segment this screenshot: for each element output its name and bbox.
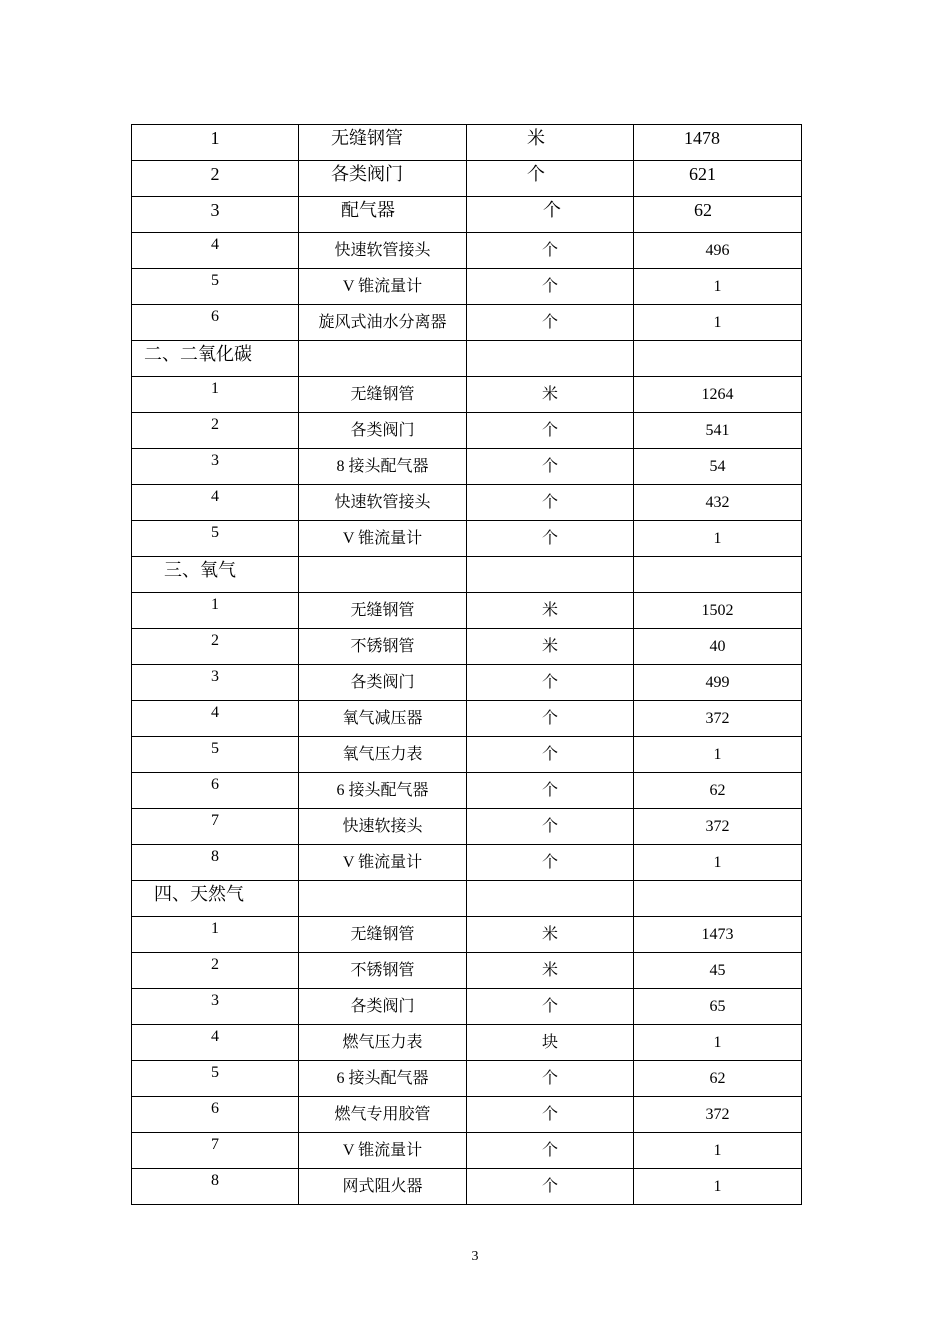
item-number-cell: 4 bbox=[132, 701, 299, 737]
item-quantity-cell: 1 bbox=[634, 845, 802, 881]
item-unit-cell: 个 bbox=[467, 809, 634, 845]
item-number-cell: 4 bbox=[132, 1025, 299, 1061]
section-title: 二、二氧化碳 bbox=[132, 341, 299, 377]
empty-cell bbox=[299, 341, 467, 377]
item-name-cell: 各类阀门 bbox=[299, 989, 467, 1025]
item-unit-cell: 个 bbox=[467, 773, 634, 809]
item-unit-cell: 个 bbox=[467, 161, 634, 197]
item-quantity-cell: 432 bbox=[634, 485, 802, 521]
item-quantity-cell: 1 bbox=[634, 269, 802, 305]
item-unit-cell: 个 bbox=[467, 989, 634, 1025]
item-unit-cell: 个 bbox=[467, 197, 634, 233]
item-unit-cell: 米 bbox=[467, 629, 634, 665]
table-row bbox=[132, 1061, 802, 1097]
item-quantity-cell: 45 bbox=[634, 953, 802, 989]
item-number-cell: 2 bbox=[132, 413, 299, 449]
table-row bbox=[132, 989, 802, 1025]
item-name-cell: 快速软管接头 bbox=[299, 233, 467, 269]
table-row bbox=[132, 413, 802, 449]
item-quantity-cell: 1478 bbox=[634, 125, 802, 161]
table-row bbox=[132, 161, 802, 197]
item-unit-cell: 个 bbox=[467, 665, 634, 701]
item-name-cell: V 锥流量计 bbox=[299, 1133, 467, 1169]
item-number-cell: 2 bbox=[132, 629, 299, 665]
section-title: 四、天然气 bbox=[132, 881, 299, 917]
item-name-cell: 燃气专用胶管 bbox=[299, 1097, 467, 1133]
table-row bbox=[132, 233, 802, 269]
table-row bbox=[132, 521, 802, 557]
item-quantity-cell: 372 bbox=[634, 809, 802, 845]
table-row bbox=[132, 953, 802, 989]
item-quantity-cell: 62 bbox=[634, 1061, 802, 1097]
item-number-cell: 8 bbox=[132, 1169, 299, 1205]
item-quantity-cell: 621 bbox=[634, 161, 802, 197]
item-name-cell: V 锥流量计 bbox=[299, 845, 467, 881]
item-number-cell: 5 bbox=[132, 521, 299, 557]
item-unit-cell: 个 bbox=[467, 1061, 634, 1097]
item-quantity-cell: 1 bbox=[634, 1169, 802, 1205]
item-unit-cell: 个 bbox=[467, 413, 634, 449]
item-quantity-cell: 65 bbox=[634, 989, 802, 1025]
item-quantity-cell: 541 bbox=[634, 413, 802, 449]
item-unit-cell: 米 bbox=[467, 125, 634, 161]
table-row bbox=[132, 305, 802, 341]
item-name-cell: 旋风式油水分离器 bbox=[299, 305, 467, 341]
table-row bbox=[132, 845, 802, 881]
item-quantity-cell: 1 bbox=[634, 1133, 802, 1169]
item-name-cell: 6 接头配气器 bbox=[299, 773, 467, 809]
empty-cell bbox=[299, 557, 467, 593]
item-number-cell: 8 bbox=[132, 845, 299, 881]
item-unit-cell: 个 bbox=[467, 269, 634, 305]
table-row bbox=[132, 485, 802, 521]
empty-cell bbox=[467, 341, 634, 377]
table-row bbox=[132, 593, 802, 629]
item-number-cell: 5 bbox=[132, 269, 299, 305]
item-unit-cell: 米 bbox=[467, 917, 634, 953]
item-name-cell: 快速软管接头 bbox=[299, 485, 467, 521]
item-unit-cell: 个 bbox=[467, 305, 634, 341]
item-number-cell: 2 bbox=[132, 161, 299, 197]
item-quantity-cell: 62 bbox=[634, 197, 802, 233]
item-name-cell: 各类阀门 bbox=[299, 413, 467, 449]
item-unit-cell: 米 bbox=[467, 377, 634, 413]
item-quantity-cell: 1473 bbox=[634, 917, 802, 953]
item-name-cell: 不锈钢管 bbox=[299, 629, 467, 665]
item-number-cell: 4 bbox=[132, 233, 299, 269]
item-quantity-cell: 1 bbox=[634, 305, 802, 341]
item-number-cell: 2 bbox=[132, 953, 299, 989]
table-row bbox=[132, 125, 802, 161]
item-name-cell: 网式阻火器 bbox=[299, 1169, 467, 1205]
item-number-cell: 7 bbox=[132, 809, 299, 845]
table-row bbox=[132, 773, 802, 809]
table-row bbox=[132, 449, 802, 485]
item-name-cell: 燃气压力表 bbox=[299, 1025, 467, 1061]
item-number-cell: 1 bbox=[132, 377, 299, 413]
item-quantity-cell: 1264 bbox=[634, 377, 802, 413]
item-unit-cell: 个 bbox=[467, 701, 634, 737]
table-row bbox=[132, 1097, 802, 1133]
table-row bbox=[132, 1025, 802, 1061]
empty-cell bbox=[467, 881, 634, 917]
item-number-cell: 1 bbox=[132, 917, 299, 953]
item-name-cell: 各类阀门 bbox=[299, 161, 467, 197]
item-number-cell: 6 bbox=[132, 773, 299, 809]
item-number-cell: 3 bbox=[132, 989, 299, 1025]
item-unit-cell: 米 bbox=[467, 593, 634, 629]
item-number-cell: 1 bbox=[132, 125, 299, 161]
item-name-cell: 无缝钢管 bbox=[299, 377, 467, 413]
item-unit-cell: 个 bbox=[467, 1169, 634, 1205]
section-row bbox=[132, 557, 802, 593]
item-unit-cell: 个 bbox=[467, 1097, 634, 1133]
table-row bbox=[132, 809, 802, 845]
item-number-cell: 1 bbox=[132, 593, 299, 629]
empty-cell bbox=[634, 557, 802, 593]
item-name-cell: 快速软接头 bbox=[299, 809, 467, 845]
item-number-cell: 7 bbox=[132, 1133, 299, 1169]
section-row bbox=[132, 881, 802, 917]
item-number-cell: 4 bbox=[132, 485, 299, 521]
table-row bbox=[132, 917, 802, 953]
table-row bbox=[132, 377, 802, 413]
item-unit-cell: 个 bbox=[467, 737, 634, 773]
item-name-cell: V 锥流量计 bbox=[299, 269, 467, 305]
page-number: 3 bbox=[471, 1249, 479, 1264]
item-unit-cell: 个 bbox=[467, 521, 634, 557]
item-number-cell: 3 bbox=[132, 665, 299, 701]
materials-table bbox=[131, 124, 802, 1205]
table-row bbox=[132, 701, 802, 737]
item-number-cell: 6 bbox=[132, 305, 299, 341]
table-row bbox=[132, 197, 802, 233]
item-name-cell: 各类阀门 bbox=[299, 665, 467, 701]
item-quantity-cell: 54 bbox=[634, 449, 802, 485]
item-number-cell: 5 bbox=[132, 737, 299, 773]
item-name-cell: 不锈钢管 bbox=[299, 953, 467, 989]
empty-cell bbox=[299, 881, 467, 917]
item-quantity-cell: 1502 bbox=[634, 593, 802, 629]
item-quantity-cell: 62 bbox=[634, 773, 802, 809]
item-name-cell: 氧气减压器 bbox=[299, 701, 467, 737]
item-quantity-cell: 372 bbox=[634, 1097, 802, 1133]
item-name-cell: 8 接头配气器 bbox=[299, 449, 467, 485]
item-unit-cell: 个 bbox=[467, 845, 634, 881]
item-quantity-cell: 496 bbox=[634, 233, 802, 269]
item-quantity-cell: 40 bbox=[634, 629, 802, 665]
item-quantity-cell: 1 bbox=[634, 737, 802, 773]
section-title: 三、氧气 bbox=[132, 557, 299, 593]
item-name-cell: 6 接头配气器 bbox=[299, 1061, 467, 1097]
item-unit-cell: 个 bbox=[467, 485, 634, 521]
empty-cell bbox=[467, 557, 634, 593]
item-name-cell: V 锥流量计 bbox=[299, 521, 467, 557]
table-row bbox=[132, 629, 802, 665]
item-quantity-cell: 372 bbox=[634, 701, 802, 737]
item-name-cell: 无缝钢管 bbox=[299, 917, 467, 953]
item-name-cell: 无缝钢管 bbox=[299, 593, 467, 629]
item-number-cell: 3 bbox=[132, 197, 299, 233]
item-number-cell: 5 bbox=[132, 1061, 299, 1097]
table-row bbox=[132, 665, 802, 701]
table-row bbox=[132, 737, 802, 773]
item-name-cell: 无缝钢管 bbox=[299, 125, 467, 161]
item-number-cell: 6 bbox=[132, 1097, 299, 1133]
item-name-cell: 配气器 bbox=[299, 197, 467, 233]
item-unit-cell: 个 bbox=[467, 233, 634, 269]
item-unit-cell: 块 bbox=[467, 1025, 634, 1061]
empty-cell bbox=[634, 881, 802, 917]
item-unit-cell: 米 bbox=[467, 953, 634, 989]
item-quantity-cell: 1 bbox=[634, 521, 802, 557]
table-row bbox=[132, 269, 802, 305]
item-unit-cell: 个 bbox=[467, 449, 634, 485]
item-quantity-cell: 499 bbox=[634, 665, 802, 701]
empty-cell bbox=[634, 341, 802, 377]
item-quantity-cell: 1 bbox=[634, 1025, 802, 1061]
item-name-cell: 氧气压力表 bbox=[299, 737, 467, 773]
table-row bbox=[132, 1169, 802, 1205]
section-row bbox=[132, 341, 802, 377]
item-unit-cell: 个 bbox=[467, 1133, 634, 1169]
table-row bbox=[132, 1133, 802, 1169]
materials-table-body bbox=[132, 125, 802, 1205]
item-number-cell: 3 bbox=[132, 449, 299, 485]
